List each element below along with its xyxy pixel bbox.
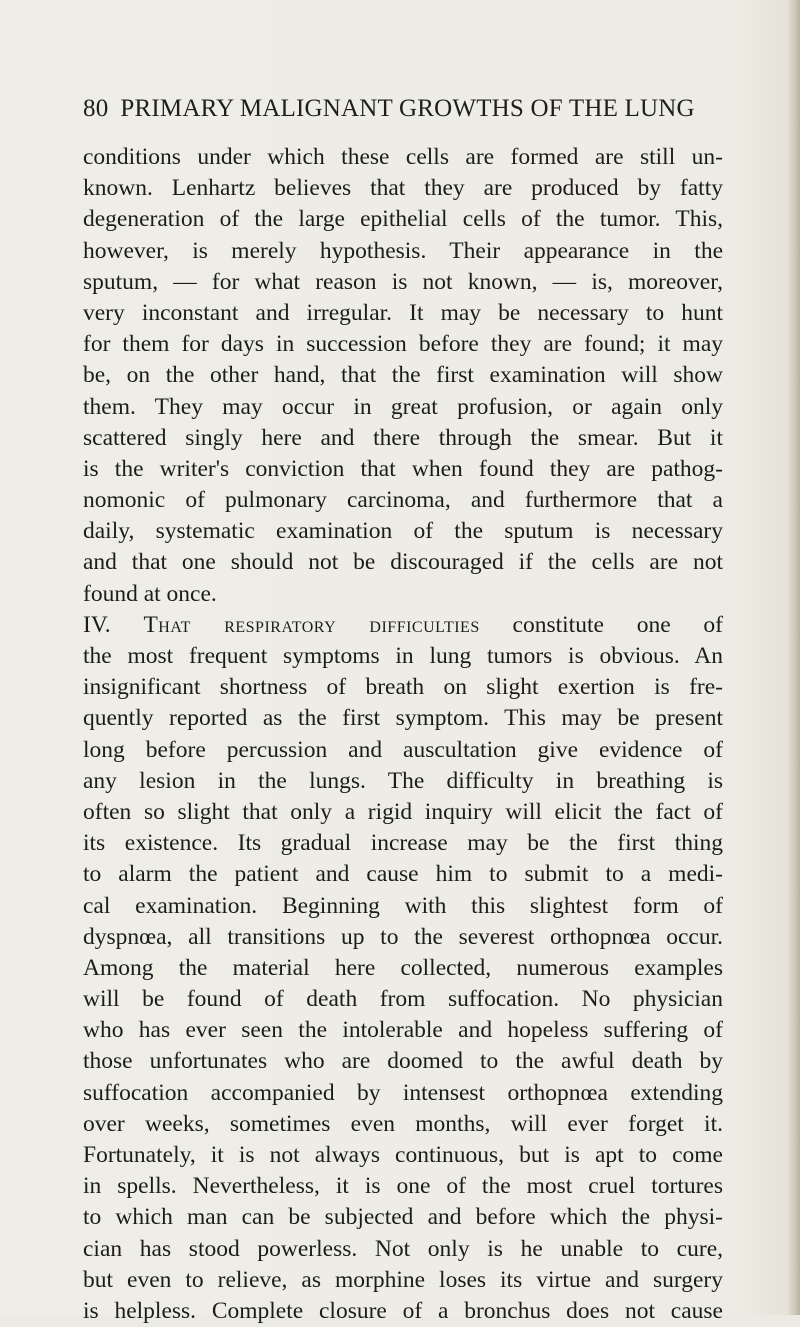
text-line: Among the material here collected, numerous examples — [83, 954, 723, 981]
text-line: dyspnœa, all transitions up to the severest orthopnœa occur. — [83, 923, 723, 950]
text-line: often so slight that only a rigid inquiry will elicit the fact of — [83, 798, 723, 825]
text-line: any lesion in the lungs. The difficulty in breathing is — [83, 767, 723, 794]
page-edge-shadow — [788, 0, 800, 1315]
page-number: 80 — [83, 95, 109, 122]
text-line: will be found of death from suffocation. No physician — [83, 986, 723, 1013]
section-first-line — [83, 610, 723, 641]
text-line: is the writer's conviction that when found they are pathog- — [83, 455, 723, 482]
text-line: those unfortunates who are doomed to the awful death by — [83, 1048, 723, 1075]
text-line: quently reported as the first symptom. This may be present — [83, 705, 723, 732]
text-line: cian has stood powerless. Not only is he unable to cure, — [83, 1235, 723, 1262]
text-line: in spells. Nevertheless, it is one of the most cruel tortures — [83, 1173, 723, 1200]
text-line: Fortunately, it is not always continuous, but is apt to come — [83, 1142, 723, 1168]
text-line: conditions under which these cells are formed are still un- — [83, 144, 723, 170]
text-line: to alarm the patient and cause him to submit to a medi- — [83, 861, 723, 888]
text-line: scattered singly here and there through the smear. But it — [83, 424, 723, 451]
text-line: is helpless. Complete closure of a bronchus does not cause — [83, 1297, 723, 1324]
text-line: cal examination. Beginning with this slightest form of — [83, 892, 723, 919]
text-line: its existence. Its gradual increase may be the first thing — [83, 830, 723, 857]
text-line: nomonic of pulmonary carcinoma, and furthermore that a — [83, 487, 723, 514]
text-line: be, on the other hand, that the first examination will show — [83, 362, 723, 389]
body-text — [83, 142, 723, 1327]
text-line: however, is merely hypothesis. Their appearance in the — [83, 237, 723, 264]
text-line: daily, systematic examination of the sputum is necessary — [83, 518, 723, 545]
running-header — [83, 95, 723, 127]
text-line: long before percussion and auscultation give evidence of — [83, 736, 723, 763]
section-heading: That respiratory difficulties — [143, 611, 480, 638]
text-line: known. Lenhartz believes that they are produced by fatty — [83, 175, 723, 202]
running-title: PRIMARY MALIGNANT GROWTHS OF THE LUNG — [120, 95, 695, 122]
text-line: very inconstant and irregular. It may be necessary to hunt — [83, 299, 723, 326]
section-number: IV. — [83, 611, 111, 638]
text-line: degeneration of the large epithelial cells of the tumor. This, — [83, 206, 723, 233]
text-line: sputum, — for what reason is not known, — is, moreover, — [83, 268, 723, 295]
text-line: insignificant shortness of breath on slight exertion is fre- — [83, 674, 723, 701]
text-line: found at once. — [83, 580, 217, 607]
text-line: to which man can be subjected and before which the physi- — [83, 1204, 723, 1231]
text-line: them. They may occur in great profusion, or again only — [83, 393, 723, 420]
text-line: who has ever seen the intolerable and hopeless suffering of — [83, 1017, 723, 1044]
section-first-line-rest: constitute one of — [512, 611, 723, 638]
text-line: suffocation accompanied by intensest orthopnœa extending — [83, 1079, 723, 1106]
text-line: and that one should not be discouraged if the cells are not — [83, 549, 723, 576]
text-line: over weeks, sometimes even months, will ever forget it. — [83, 1110, 723, 1137]
text-line: for them for days in succession before they are found; it may — [83, 331, 723, 358]
text-line: but even to relieve, as morphine loses its virtue and surgery — [83, 1266, 723, 1293]
text-line: the most frequent symptoms in lung tumors is obvious. An — [83, 643, 723, 669]
